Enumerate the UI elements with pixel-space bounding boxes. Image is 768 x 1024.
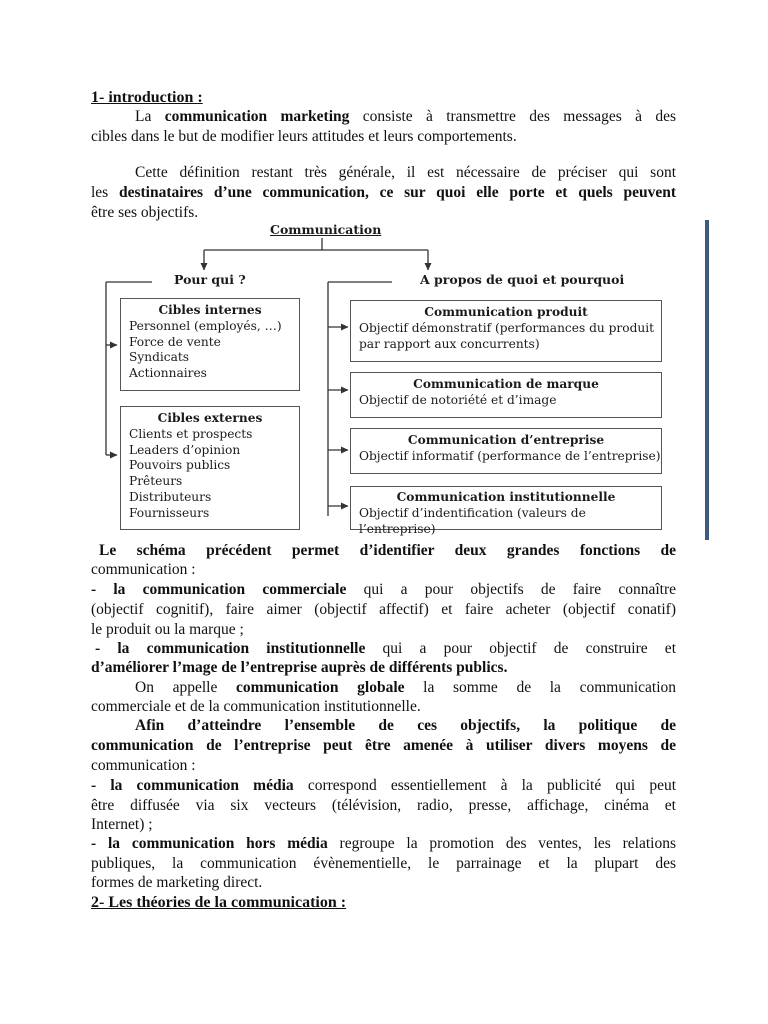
intro-paragraph-1-line-2: cibles dans le but de modifier leurs attitudes et leurs comportements. (91, 128, 517, 145)
box-title: Cibles internes (158, 303, 262, 317)
hors-media-line-3: formes de marketing direct. (91, 874, 263, 891)
list-item: Clients et prospects (129, 426, 253, 441)
box-line: Objectif d’indentification (valeurs de l’entreprise) (359, 505, 586, 536)
list-item: Prêteurs (129, 474, 183, 489)
list-item: Distributeurs (129, 489, 212, 504)
branch-label-pour-qui: Pour qui ? (174, 272, 246, 287)
box-communication-entreprise (350, 428, 662, 474)
commerciale-line-1: - la communication commerciale qui a pour objectifs de faire connaître (91, 581, 677, 598)
intro-paragraph-2-line-2: les destinataires d’une communication, ce sur quoi elle porte et quels peuvent (91, 184, 676, 201)
list-item: Syndicats (129, 350, 190, 365)
box-line: Objectif de notoriété et d’image (359, 392, 557, 407)
box-cibles-internes (120, 298, 300, 391)
box-communication-produit (350, 300, 662, 362)
box-cibles-externes (120, 406, 300, 530)
box-title: Communication d’entreprise (407, 433, 605, 447)
list-item: Fournisseurs (129, 505, 210, 520)
commerciale-line-2: (objectif cognitif), faire aimer (objectif affectif) et faire acheter (objectif conatif) (91, 601, 676, 618)
list-item: Leaders d’opinion (129, 442, 241, 457)
page-edge-bar (705, 220, 709, 540)
branch-label-a-propos: A propos de quoi et pourquoi (420, 272, 625, 287)
institutionnelle-line-1: - la communication institutionnelle qui a pour objectif de construire et (95, 640, 676, 657)
intro-paragraph-2-line-1: Cette définition restant très générale, il est nécessaire de préciser qui sont (135, 164, 676, 181)
box-title: Communication produit (424, 305, 588, 319)
media-line-3: Internet) ; (91, 816, 153, 833)
list-item: Pouvoirs publics (129, 458, 231, 473)
moyens-line-2: communication de l’entreprise peut être amenée à utiliser divers moyens de (91, 737, 676, 754)
communication-diagram (92, 220, 676, 538)
box-title: Cibles externes (157, 411, 263, 425)
section-heading-introduction: 1- introduction : (91, 89, 203, 106)
media-line-1: - la communication média correspond essentiellement à la publicité qui peut (91, 777, 677, 794)
box-title: Communication de marque (413, 377, 599, 391)
box-line: par rapport aux concurrents) (359, 336, 540, 351)
media-line-2: être diffusée via six vecteurs (télévision, radio, presse, affichage, cinéma et (91, 797, 676, 814)
list-item: Actionnaires (129, 366, 207, 381)
institutionnelle-line-2: d’améliorer l’mage de l’entreprise auprès de différents publics. (91, 659, 508, 676)
term-communication-marketing: communication marketing (164, 108, 350, 125)
globale-line-1: On appelle communication globale la somme de la communication (135, 679, 676, 696)
paragraph-schema-line-1: Le schéma précédent permet d’identifier deux grandes fonctions de (99, 542, 676, 559)
intro-paragraph-1-line-1: La communication marketing consiste à transmettre des messages à des (135, 108, 677, 125)
commerciale-line-3: le produit ou la marque ; (91, 621, 244, 638)
section-heading-theories: 2- Les théories de la communication : (91, 894, 347, 911)
hors-media-line-1: - la communication hors média regroupe la promotion des ventes, les relations (91, 835, 677, 852)
hors-media-line-2: publiques, la communication évènementielle, le parrainage et la plupart des (91, 855, 676, 872)
paragraph-schema-line-2: communication : (91, 561, 196, 578)
diagram-root-label: Communication (270, 222, 382, 237)
moyens-line-3: communication : (91, 757, 196, 774)
box-line: Objectif démonstratif (performances du produit (359, 320, 655, 335)
box-communication-de-marque (350, 372, 662, 418)
box-title: Communication institutionnelle (396, 490, 616, 504)
intro-paragraph-2-line-3: être ses objectifs. (91, 204, 199, 221)
box-communication-institutionnelle (350, 486, 662, 536)
list-item: Force de vente (129, 334, 221, 349)
list-item: Personnel (employés, …) (129, 318, 282, 333)
moyens-line-1: Afin d’atteindre l’ensemble de ces objectifs, la politique de (135, 717, 676, 734)
globale-line-2: commerciale et de la communication institutionnelle. (91, 698, 421, 715)
box-line: Objectif informatif (performance de l’entreprise) (359, 448, 661, 463)
